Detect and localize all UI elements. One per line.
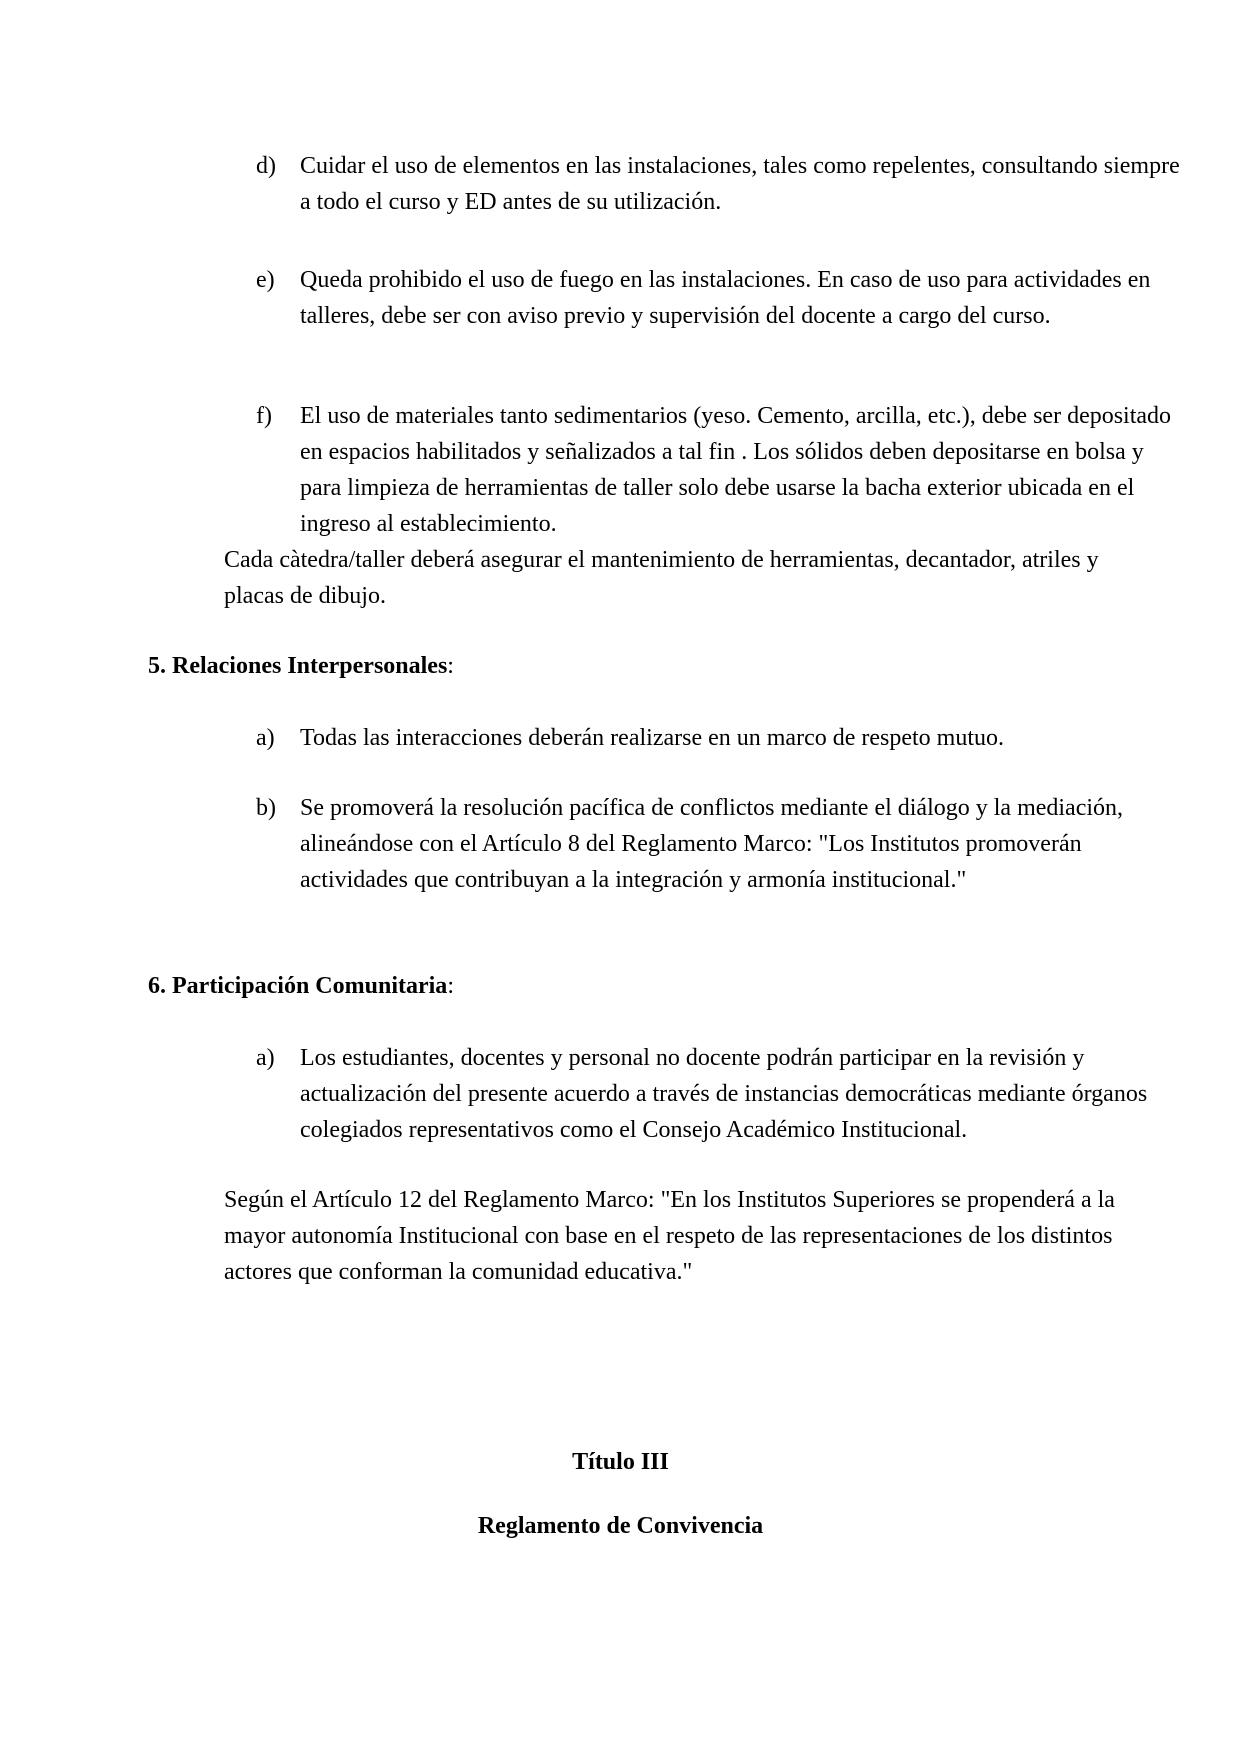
section5-heading-text: 5. Relaciones Interpersonales [148, 653, 448, 679]
section5-item-b [256, 790, 1156, 898]
section5-item-a [256, 720, 1156, 756]
list-item-text: Todas las interacciones deberán realizarse en un marco de respeto mutuo. [300, 725, 1005, 751]
list-marker: a) [256, 725, 275, 751]
list-marker: d) [256, 153, 276, 179]
title-subheading: Reglamento de Convivencia [477, 1513, 764, 1539]
section6-note: Según el Artículo 12 del Reglamento Marco: "En los Institutos Superiores se propenderá a la mayor autonomía Institucional con base en el respeto de las representaciones de los distintos actores que conforman la comunidad educativa." [224, 1187, 1115, 1285]
section6-heading [148, 968, 1148, 1004]
list-item-text: Queda prohibido el uso de fuego en las instalaciones. En caso de uso para actividades en talleres, debe ser con aviso previo y supervisión del docente a cargo del curso. [300, 267, 1151, 329]
list-marker: e) [256, 267, 275, 293]
list-marker: a) [256, 1045, 275, 1071]
list-item-d [256, 148, 1180, 220]
list-item-text: Los estudiantes, docentes y personal no docente podrán participar en la revisión y actualización del presente acuerdo a través de instancias democráticas mediante órganos colegiados representativos como el Consejo Académico Institucional. [300, 1045, 1148, 1143]
section6-heading-text: 6. Participación Comunitaria [148, 973, 448, 999]
list-item-e [256, 262, 1156, 334]
list-item-text: Se promoverá la resolución pacífica de conflictos mediante el diálogo y la mediación, alineándose con el Artículo 8 del Reglamento Marco: "Los Institutos promoverán actividades que contribuyan a la integración y armonía institucional." [300, 795, 1124, 893]
list-marker: b) [256, 795, 276, 821]
section6-item-a [256, 1040, 1156, 1148]
section5-heading-colon: : [447, 653, 454, 679]
list-item-text: El uso de materiales tanto sedimentarios (yeso. Cemento, arcilla, etc.), debe ser depositado en espacios habilitados y señalizados a tal fin . Los sólidos deben depositarse en bolsa y para limpieza de herramientas de taller solo debe usarse la bacha exterior ubicada en el ingreso al establecimiento. [300, 403, 1172, 537]
list-marker: f) [256, 403, 272, 429]
list-item-f [256, 398, 1172, 542]
list-item-text: Cuidar el uso de elementos en las instalaciones, tales como repelentes, consultando siempre a todo el curso y ED antes de su utilización. [300, 153, 1180, 215]
title-heading: Título III [572, 1449, 669, 1475]
section4-note: Cada càtedra/taller deberá asegurar el mantenimiento de herramientas, decantador, atriles y placas de dibujo. [224, 547, 1099, 609]
section5-heading [148, 648, 1148, 684]
section6-heading-colon: : [447, 973, 454, 999]
